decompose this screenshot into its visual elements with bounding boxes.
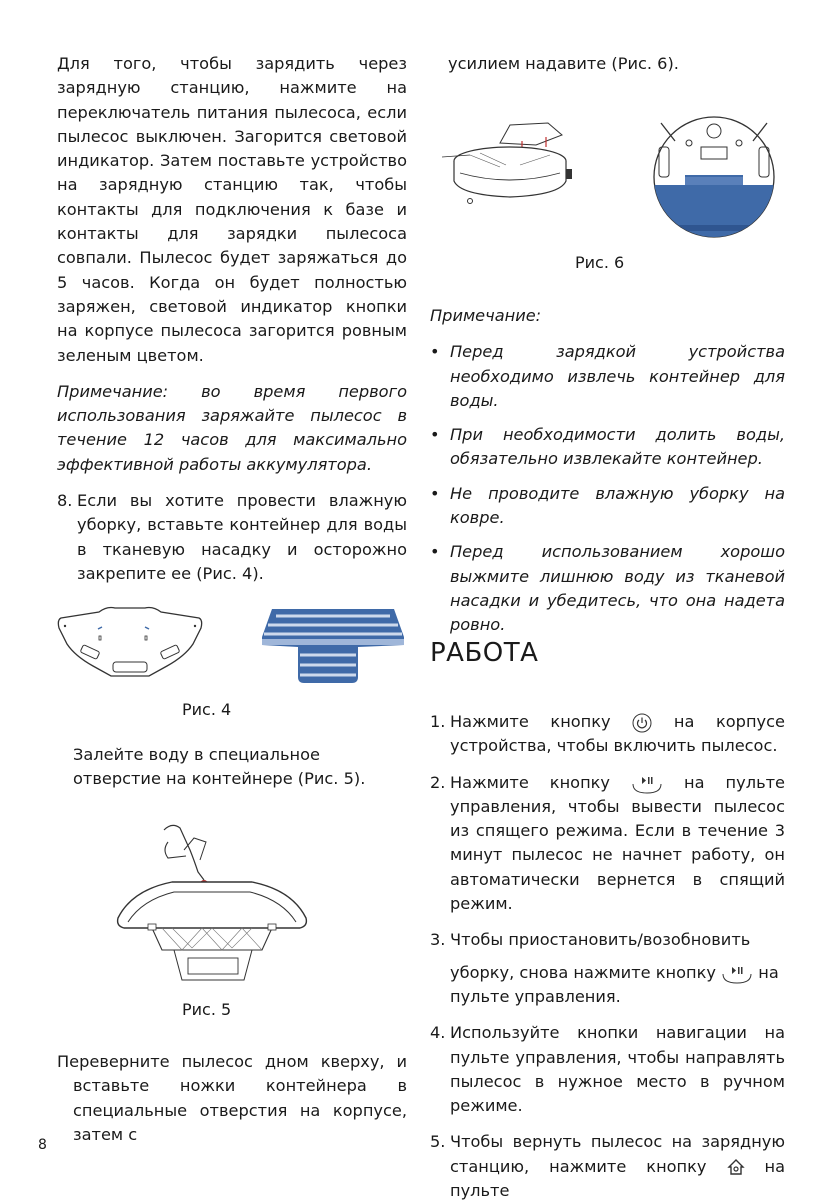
- flip-block: [57, 1050, 407, 1147]
- bullet-dot-icon: •: [430, 483, 440, 503]
- robot-side-illustration: [440, 115, 580, 210]
- pour-water-text: Залейте воду в специальное отверстие на контейнере (Рис. 5).: [73, 745, 366, 789]
- figure-6-caption: Рис. 6: [575, 253, 625, 272]
- step-text-a: Чтобы вернуть пылесос на зарядную станцию, нажмите кнопку: [450, 1132, 785, 1176]
- note-item: [430, 340, 785, 413]
- page-number: 8: [38, 1137, 47, 1153]
- figure-4-caption: Рис. 4: [182, 700, 232, 719]
- step-text: [450, 771, 785, 917]
- note-text: Перед зарядкой устройства необходимо извлечь контейнер для воды.: [450, 342, 785, 410]
- pour-water-block: [73, 743, 407, 792]
- power-icon: [632, 713, 652, 733]
- bullet-dot-icon: •: [430, 425, 440, 445]
- step-8-number: 8.: [57, 491, 73, 511]
- note-item: [430, 482, 785, 531]
- step-text-a: Нажмите кнопку: [450, 712, 611, 731]
- note-text: При необходимости долить воды, обязательно извлекайте контейнер.: [450, 425, 785, 469]
- mop-cloth-illustration: [258, 603, 408, 688]
- step-text: [450, 710, 785, 759]
- step-item: [430, 1021, 785, 1118]
- play-pause-icon: [631, 772, 663, 794]
- home-icon: [727, 1158, 745, 1176]
- notes-block: [430, 304, 785, 638]
- step-number: 1.: [430, 712, 446, 731]
- step-text-b: на корпусе устройства, чтобы включить пылесос.: [450, 712, 785, 756]
- step-text: [450, 1130, 785, 1203]
- bullet-dot-icon: •: [430, 342, 440, 362]
- charge-paragraph: Для того, чтобы зарядить через зарядную станцию, нажмите на переключатель питания пылесоса, если пылесос выключен. Загорится световой индикатор. Затем поставьте устройство на зарядную станцию так, чтобы контакты для подключения к базе и контакты для зарядки пылесоса совпали. Пылесос будет заряжаться до 5 часов. Когда он будет полностью заряжен, световой индикатор кнопки на корпусе пылесоса загорится ровным зеленым цветом.: [57, 54, 407, 365]
- step-text-a: Чтобы приостановить/возобновить: [450, 930, 751, 950]
- step-item: [430, 1130, 785, 1203]
- step-text-a: Нажмите кнопку: [450, 772, 611, 792]
- notes-title: Примечание:: [430, 306, 542, 325]
- water-container-illustration: [55, 600, 205, 680]
- note-item: [430, 540, 785, 637]
- step-number: 2.: [430, 772, 446, 792]
- note-item: [430, 423, 785, 472]
- step-number: 3.: [430, 930, 446, 950]
- step-8-text: Если вы хотите провести влажную уборку, вставьте контейнер для воды в тканевую насадку и осторожно закрепите ее (Рис. 4).: [77, 491, 407, 583]
- step-text: Используйте кнопки навигации на пульте управления, чтобы направлять пылесос в нужное место в ручном режиме.: [450, 1023, 785, 1116]
- note-text: Перед использованием хорошо выжмите лишнюю воду из тканевой насадки и убедитесь, что она надета ровно.: [450, 542, 785, 635]
- figure-4-mop: [258, 603, 408, 688]
- section-title: РАБОТА: [430, 638, 539, 668]
- step-text: [450, 928, 785, 1009]
- figure-5: [112, 820, 312, 990]
- filling-container-illustration: [112, 820, 312, 990]
- figure-5-caption: Рис. 5: [182, 1000, 232, 1019]
- step-text-b: на пульте управления.: [450, 962, 779, 1006]
- step-item: [430, 710, 785, 759]
- continuation-text: усилием надавите (Рис. 6).: [448, 54, 679, 73]
- step-number: 4.: [430, 1023, 446, 1043]
- note-text: Не проводите влажную уборку на ковре.: [450, 483, 785, 528]
- step-item: [430, 928, 785, 1009]
- step-text-b: на пульте управления, чтобы вывести пылесос из спящего режима. Если в течение 3 минут пылесос не начнет работу, он автоматически вернется в спящий режим.: [450, 772, 785, 914]
- figure-6-side: [440, 115, 580, 210]
- bullet-dot-icon: •: [430, 542, 440, 562]
- step-number: 5.: [430, 1132, 446, 1152]
- step-text-b: на пульте: [450, 1156, 785, 1201]
- operation-steps: [430, 710, 785, 1203]
- step-text-a2: уборку, снова нажмите кнопку: [450, 962, 716, 982]
- step-8: [57, 489, 407, 586]
- step-item: [430, 771, 785, 917]
- figure-6-bottom: [649, 113, 779, 245]
- figure-4-container: [55, 600, 205, 680]
- robot-bottom-illustration: [649, 113, 779, 245]
- continuation-block: [448, 52, 786, 76]
- flip-text: Переверните пылесос дном кверху, и вставьте ножки контейнера в специальные отверстия на корпусе, затем с: [57, 1052, 407, 1144]
- play-pause-icon: [721, 962, 753, 984]
- section-heading: [430, 638, 785, 668]
- left-column: [57, 52, 407, 586]
- first-use-note: Примечание: во время первого использования заряжайте пылесос в течение 12 часов для максимально эффективной работы аккумулятора.: [57, 381, 407, 474]
